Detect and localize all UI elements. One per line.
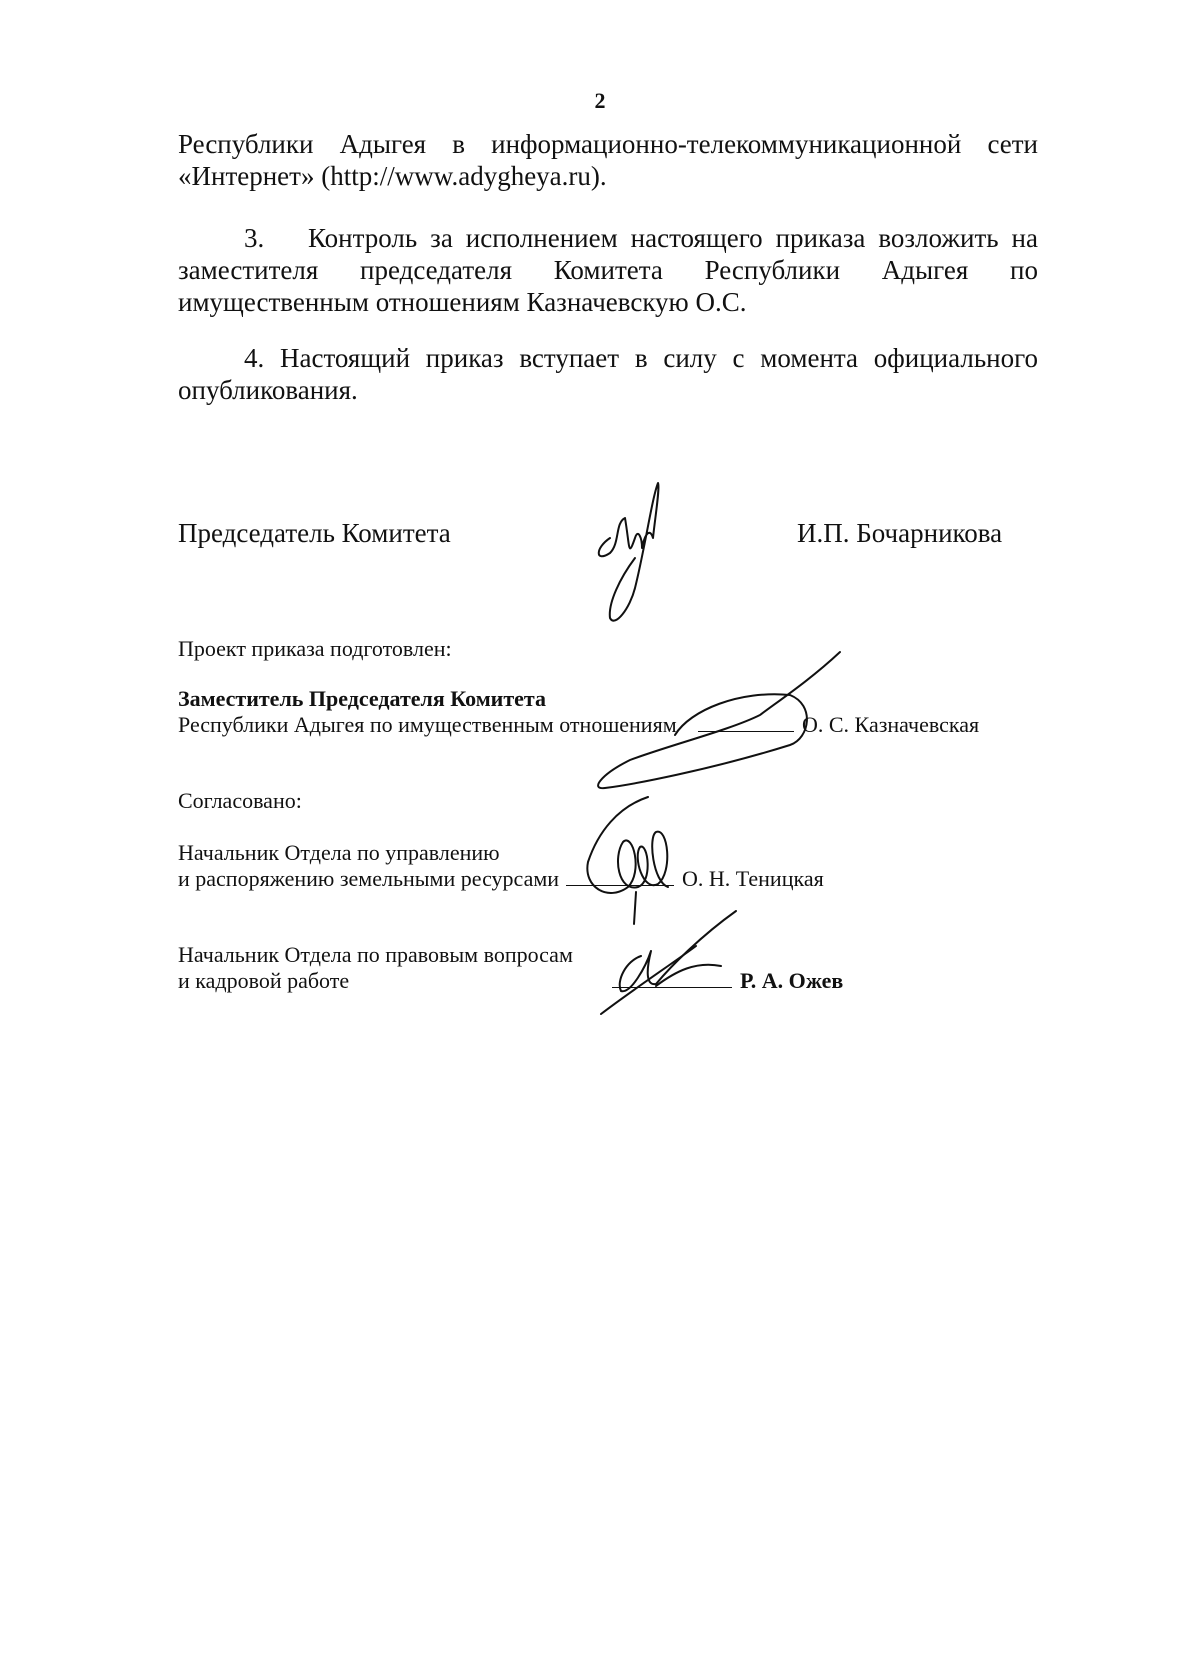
agreed-person-1-line-2: и распоряжению земельными ресурсами	[178, 866, 560, 891]
agreed-person-2-name: Р. А. Ожев	[740, 968, 844, 993]
paragraph-3-line-3: имущественным отношениям Казначевскую О.С.	[178, 287, 747, 317]
prepared-name: О. С. Казначевская	[802, 712, 980, 737]
agreed-person-2-line-2: и кадровой работе	[178, 968, 350, 993]
prepared-position-line-2: Республики Адыгея по имущественным отношениям	[178, 712, 677, 737]
prepared-signature	[590, 650, 850, 800]
agreed-person-2-line-1: Начальник Отдела по правовым вопросам	[178, 942, 573, 967]
paragraph-2-line-1: Республики Адыгея в информационно-телекоммуникационной сети	[178, 129, 1038, 159]
paragraph-3-number: 3.	[244, 223, 265, 253]
agreed-person-2-signature	[596, 906, 746, 1018]
chair-name: И.П. Бочарникова	[797, 518, 1003, 548]
paragraph-4-line-1: 4. Настоящий приказ вступает в силу с момента официального	[244, 343, 1038, 373]
chair-signature	[590, 478, 680, 628]
page-number: 2	[594, 88, 606, 113]
chair-title: Председатель Комитета	[178, 518, 451, 548]
prepared-position-line-1: Заместитель Председателя Комитета	[178, 686, 547, 711]
agreed-person-1-line-1: Начальник Отдела по управлению	[178, 840, 500, 865]
paragraph-4-line-2: опубликования.	[178, 375, 358, 405]
agreed-heading: Согласовано:	[178, 788, 302, 813]
paragraph-3-line-1: Контроль за исполнением настоящего приказа возложить на	[308, 223, 1038, 253]
paragraph-2-line-2: «Интернет» (http://www.adygheya.ru).	[178, 161, 607, 191]
prepared-heading: Проект приказа подготовлен:	[178, 636, 452, 661]
paragraph-3-line-2: заместителя председателя Комитета Республики Адыгея по	[178, 255, 1038, 285]
agreed-person-1-name: О. Н. Теницкая	[682, 866, 824, 891]
